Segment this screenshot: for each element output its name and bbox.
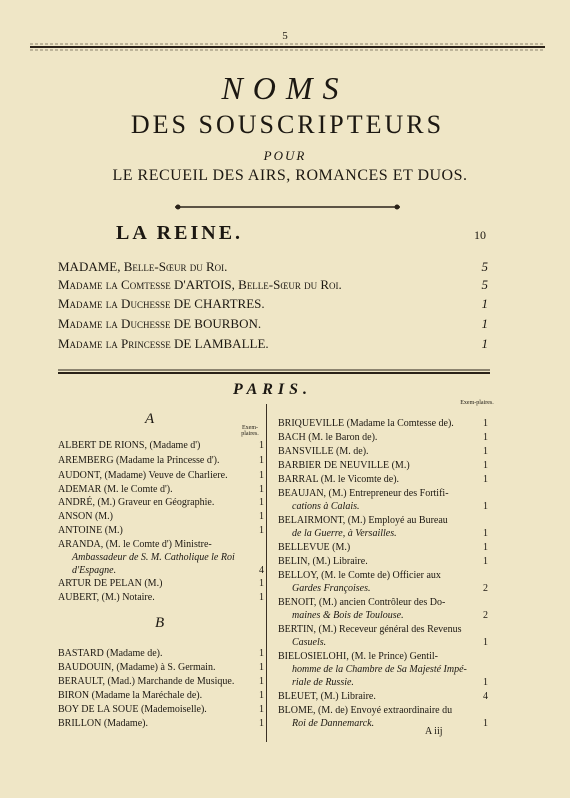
letter-a-heading: A: [145, 411, 155, 427]
subscriber-name: riale de Russie.: [292, 677, 354, 688]
subscriber-name: BAUDOUIN, (Madame) à S. Germain.: [58, 662, 216, 673]
subscriber-count: 1: [259, 484, 264, 495]
subscriber-name: BOY DE LA SOUE (Mademoiselle).: [58, 704, 207, 715]
subscriber-count: 2: [483, 610, 488, 621]
title-noms: NOMS: [221, 70, 349, 106]
subscriber-count: 1: [483, 637, 488, 648]
subscriber-count: 1: [483, 501, 488, 512]
middle-ornament-rule: [58, 368, 490, 376]
top-ornament-rule: [30, 43, 545, 51]
subscriber-count: 1: [483, 446, 488, 457]
subscriber-name: ANDRÉ, (M.) Graveur en Géographie.: [58, 497, 215, 508]
la-reine-count: 10: [474, 228, 486, 242]
subscriber-name: BANSVILLE (M. de).: [278, 446, 369, 457]
subscriber-count: 1: [259, 497, 264, 508]
subscriber-name: BRIQUEVILLE (Madame la Comtesse de).: [278, 418, 454, 429]
subscriber-count: 1: [483, 556, 488, 567]
subscriber-name: ARANDA, (M. le Comte d') Ministre-: [58, 539, 212, 550]
subscriber-count: 1: [259, 648, 264, 659]
subscriber-name: BERTIN, (M.) Receveur général des Revenus: [278, 624, 462, 635]
subscriber-name: ARTUR DE PELAN (M.): [58, 578, 163, 589]
subscriber-name: BLOME, (M. de) Envoyé extraordinaire du: [278, 705, 453, 716]
subscriber-count: 2: [483, 583, 488, 594]
title-souscripteurs: DES SOUSCRIPTEURS: [130, 110, 445, 139]
royal-subscriber: [58, 316, 488, 332]
subscriber-count: 1: [259, 455, 264, 466]
right-column: [278, 418, 488, 738]
subscriber-count: 1: [259, 592, 264, 603]
subscriber-name: AUBERT, (M.) Notaire.: [58, 592, 155, 603]
subscriber-count: 1: [259, 690, 264, 701]
royal-name: MADAME, Belle-Sœur du Roi.: [58, 259, 228, 274]
royal-name: Madame la Duchesse DE CHARTRES.: [58, 296, 265, 311]
subscriber-name: Ambassadeur de S. M. Catholique le Roi: [72, 552, 235, 563]
subscriber-name: maines & Bois de Toulouse.: [292, 610, 404, 621]
subscriber-count: 4: [259, 565, 264, 576]
subscriber-count: 1: [483, 432, 488, 443]
subscriber-name: d'Espagne.: [72, 565, 117, 576]
royal-count: 1: [481, 316, 488, 331]
subscriber-name: AUDONT, (Madame) Veuve de Charliere.: [58, 470, 228, 481]
subscriber-count: 1: [483, 474, 488, 485]
exemplaires-header-left: Exem-plaires.: [241, 425, 259, 437]
subscriber-count: 1: [483, 528, 488, 539]
subscriber-name: Roi de Dannemarck.: [292, 718, 375, 729]
royal-name: Madame la Princesse DE LAMBALLE.: [58, 336, 269, 351]
subscriber-name: ALBERT DE RIONS, (Madame d'): [58, 440, 201, 451]
royal-count: 5: [481, 277, 488, 292]
subscriber-count: 1: [259, 662, 264, 673]
title-pour: POUR: [263, 148, 307, 163]
signature-mark: A iij: [425, 726, 443, 737]
column-divider: [266, 404, 267, 742]
subscriber-name: BELAIRMONT, (M.) Employé au Bureau: [278, 515, 448, 526]
subscriber-name: BEAUJAN, (M.) Entrepreneur des Fortifi-: [278, 488, 449, 499]
subscriber-name: BASTARD (Madame de).: [58, 648, 163, 659]
subscriber-name: AREMBERG (Madame la Princesse d').: [58, 455, 220, 466]
subscriber-name: cations à Calais.: [292, 501, 360, 512]
subscriber-name: BARBIER DE NEUVILLE (M.): [278, 460, 410, 471]
royal-subscriber: [58, 277, 488, 293]
subscriber-name: BELLEVUE (M.): [278, 542, 351, 553]
subscriber-count: 4: [483, 691, 488, 702]
subscriber-count: 1: [259, 470, 264, 481]
subscriber-count: 1: [483, 542, 488, 553]
subscriber-count: 1: [259, 718, 264, 729]
subscriber-name: BACH (M. le Baron de).: [278, 432, 378, 443]
subscriber-name: BIELOSIELOHI, (M. le Prince) Gentil-: [278, 651, 438, 662]
letter-b-heading: B: [155, 615, 165, 631]
subscriber-count: 1: [483, 460, 488, 471]
paris-heading: PARIS.: [233, 381, 313, 398]
subscriber-name: ANTOINE (M.): [58, 525, 123, 536]
subscriber-name: BENOIT, (M.) ancien Contrôleur des Do-: [278, 597, 446, 608]
left-column-a: [58, 440, 264, 610]
left-column-b: [58, 648, 264, 738]
royal-name: Madame la Duchesse DE BOURBON.: [58, 316, 262, 331]
subscriber-count: 1: [259, 676, 264, 687]
subscriber-name: homme de la Chambre de Sa Majesté Impé-: [292, 664, 467, 675]
royal-count: 5: [481, 259, 488, 274]
subscriber-count: 1: [483, 677, 488, 688]
royal-subscriber: [58, 336, 488, 352]
subscriber-name: Casuels.: [292, 637, 327, 648]
subscriber-count: 1: [259, 440, 264, 451]
short-ornament-rule: [175, 203, 400, 211]
subscriber-name: Gardes Françoises.: [292, 583, 371, 594]
subscriber-name: BARRAL (M. le Vicomte de).: [278, 474, 400, 485]
title-recueil: LE RECUEIL DES AIRS, ROMANCES ET DUOS.: [112, 167, 468, 184]
subscriber-name: de la Guerre, à Versailles.: [292, 528, 397, 539]
subscriber-count: 1: [259, 578, 264, 589]
subscriber-count: 1: [259, 525, 264, 536]
royal-name: Madame la Comtesse D'ARTOIS, Belle-Sœur du Roi.: [58, 277, 342, 292]
page-number: 5: [282, 30, 288, 42]
royal-count: 1: [481, 296, 488, 311]
subscriber-count: 1: [483, 718, 488, 729]
subscriber-count: 1: [259, 704, 264, 715]
subscriber-name: BELIN, (M.) Libraire.: [278, 556, 368, 567]
royal-subscriber: [58, 296, 488, 312]
subscriber-name: BERAULT, (Mad.) Marchande de Musique.: [58, 676, 235, 687]
subscriber-count: 1: [259, 511, 264, 522]
la-reine-heading: LA REINE.: [116, 222, 244, 244]
subscriber-name: BLEUET, (M.) Libraire.: [278, 691, 376, 702]
subscriber-count: 1: [483, 418, 488, 429]
subscriber-name: BELLOY, (M. le Comte de) Officier aux: [278, 570, 441, 581]
royal-subscriber: [58, 259, 488, 275]
subscriber-name: ANSON (M.): [58, 511, 113, 522]
exemplaires-header-right: Exem-plaires.: [460, 400, 494, 406]
subscriber-name: BRILLON (Madame).: [58, 718, 148, 729]
subscriber-name: BIRON (Madame la Maréchale de).: [58, 690, 203, 701]
royal-count: 1: [481, 336, 488, 351]
subscriber-name: ADEMAR (M. le Comte d').: [58, 484, 173, 495]
